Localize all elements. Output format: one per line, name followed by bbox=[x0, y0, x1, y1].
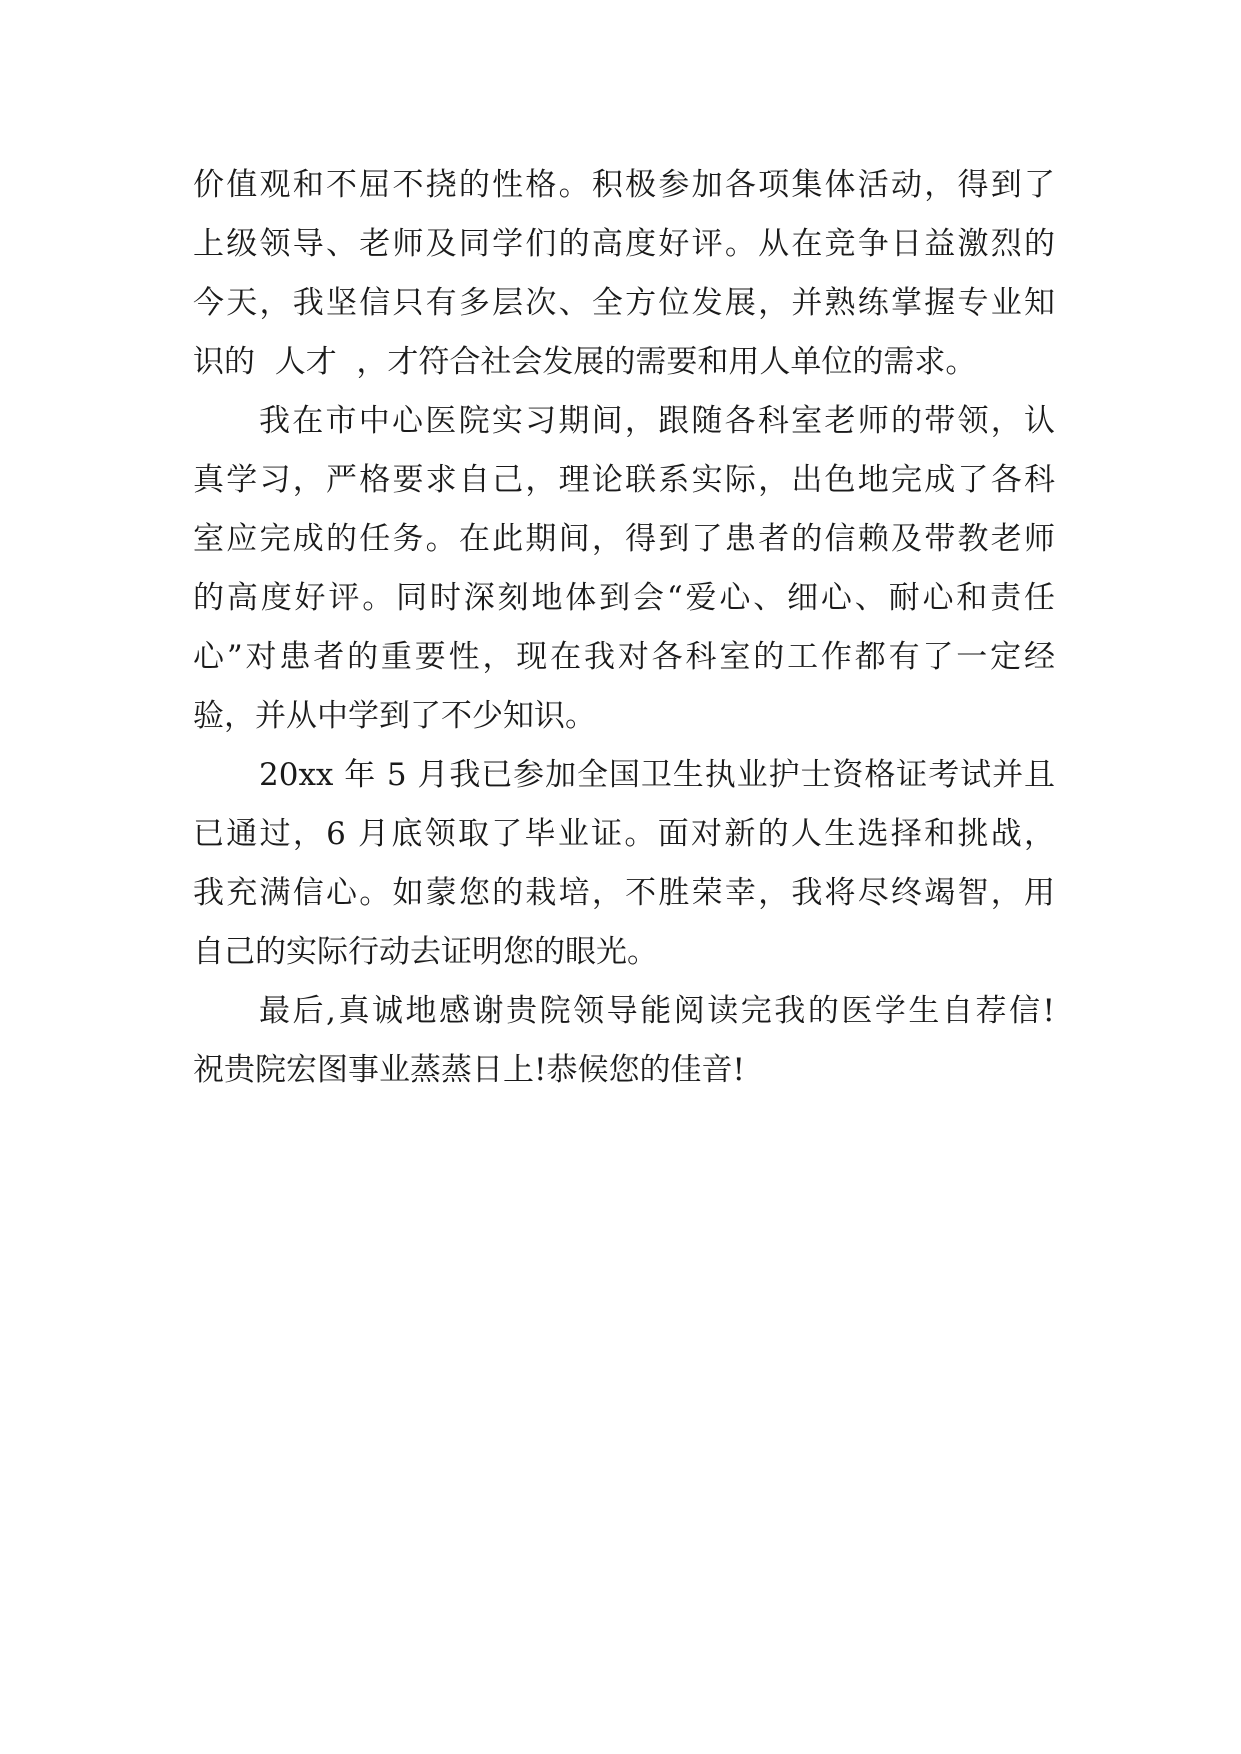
text-line: 20xx 年 5 月我已参加全国卫生执业护士资格证考试并且 bbox=[259, 757, 1055, 793]
text-line: 已通过，6 月底领取了毕业证。面对新的人生选择和挑战， bbox=[193, 816, 1055, 852]
text-line: 自己的实际行动去证明您的眼光。 bbox=[193, 934, 658, 970]
text-line: 我充满信心。如蒙您的栽培，不胜荣幸，我将尽终竭智，用 bbox=[193, 875, 1055, 911]
text-line: 验，并从中学到了不少知识。 bbox=[193, 698, 596, 734]
letter-body bbox=[193, 156, 1055, 1100]
text-line: 心”对患者的重要性，现在我对各科室的工作都有了一定经 bbox=[193, 639, 1055, 675]
paragraph-4 bbox=[193, 982, 1055, 1100]
text-line: 的高度好评。同时深刻地体到会“爱心、细心、耐心和责任 bbox=[193, 580, 1055, 616]
paragraph-2 bbox=[193, 392, 1055, 746]
text-line: 祝贵院宏图事业蒸蒸日上!恭候您的佳音! bbox=[193, 1052, 745, 1088]
text-line: 真学习，严格要求自己，理论联系实际，出色地完成了各科 bbox=[193, 462, 1055, 498]
text-line: 室应完成的任务。在此期间，得到了患者的信赖及带教老师 bbox=[193, 521, 1055, 557]
paragraph-3 bbox=[193, 746, 1055, 982]
text-line: 识的 人才 ，才符合社会发展的需要和用人单位的需求。 bbox=[193, 344, 977, 380]
text-line: 价值观和不屈不挠的性格。积极参加各项集体活动，得到了 bbox=[193, 167, 1055, 203]
text-line: 最后,真诚地感谢贵院领导能阅读完我的医学生自荐信! bbox=[259, 993, 1055, 1029]
text-line: 上级领导、老师及同学们的高度好评。从在竞争日益激烈的 bbox=[193, 226, 1055, 262]
text-line: 我在市中心医院实习期间，跟随各科室老师的带领，认 bbox=[259, 403, 1055, 439]
text-line: 今天，我坚信只有多层次、全方位发展，并熟练掌握专业知 bbox=[193, 285, 1055, 321]
paragraph-1 bbox=[193, 156, 1055, 392]
